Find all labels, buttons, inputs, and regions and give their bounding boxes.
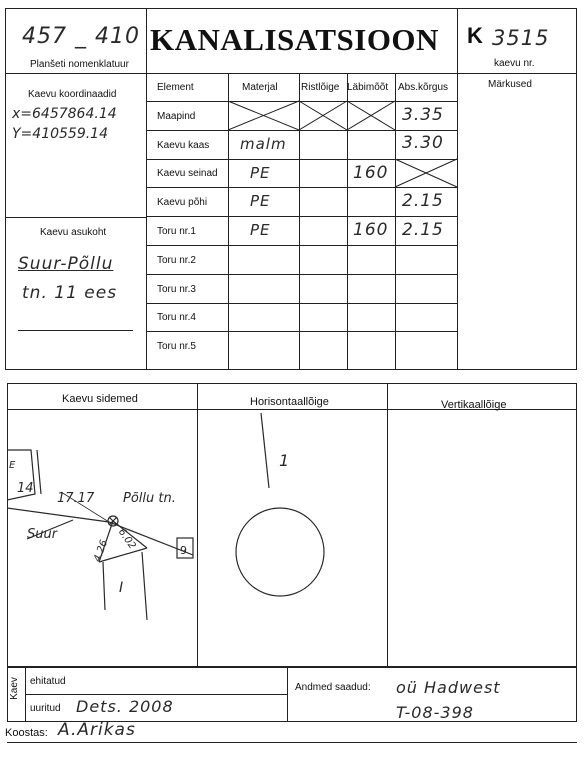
- row-element: Toru nr.1: [157, 226, 196, 237]
- built-label: ehitatud: [30, 676, 66, 687]
- col-header-element: Element: [157, 82, 194, 93]
- location-line2: tn. 11 ees: [22, 283, 118, 303]
- row-element: Toru nr.3: [157, 284, 196, 295]
- compiled-label: Koostas:: [5, 727, 48, 739]
- kaev-label: Kaev: [8, 677, 20, 700]
- col-header-notes: Märkused: [488, 79, 532, 90]
- coordinate-x: x=6457864.14: [12, 106, 117, 122]
- sketch-text-suur: Suur: [27, 527, 58, 542]
- row-height: 3.35: [402, 105, 444, 125]
- location-line1: Suur-Põllu: [18, 254, 114, 274]
- row-material: PE: [250, 164, 271, 182]
- well-number: 3515: [492, 26, 550, 50]
- page-title: KANALISATSIOON: [150, 22, 439, 57]
- sketch-col3-label: Vertikaallõige: [441, 399, 507, 411]
- data-source-line1: oü Hadwest: [396, 678, 501, 697]
- sketch-col1-label: Kaevu sidemed: [62, 393, 138, 405]
- footer-mid-divider: [287, 667, 288, 722]
- row-diameter: 160: [353, 163, 389, 183]
- col-header-diameter: Läbimõõt: [347, 82, 389, 93]
- compiled-value: A.Arikas: [58, 720, 136, 740]
- horizontal-section-sketch: [197, 410, 387, 666]
- row-height: 2.15: [402, 220, 444, 240]
- sketch-divider-2: [387, 383, 388, 667]
- sketch-text-17-17: 17.17: [57, 491, 95, 506]
- col-header-cross-section: Ristlõige: [301, 82, 340, 93]
- well-number-label: kaevu nr.: [494, 58, 535, 69]
- row-element: Toru nr.5: [157, 341, 196, 352]
- row-element: Toru nr.4: [157, 312, 196, 323]
- row-element: Toru nr.2: [157, 255, 196, 266]
- sketch-text-4-26: 4.26: [92, 538, 111, 564]
- row-element: Maapind: [157, 111, 196, 122]
- sketch-text-e: E: [9, 460, 16, 471]
- row-height: 2.15: [402, 191, 444, 211]
- horizontal-pipe-mark: 1: [279, 451, 290, 470]
- data-source-label: Andmed saadud:: [295, 682, 371, 693]
- footer-row-divider: [25, 694, 287, 695]
- row-element: Kaevu põhi: [157, 197, 208, 208]
- col-header-height: Abs.kõrgus: [398, 82, 449, 93]
- surveyed-value: Dets. 2008: [76, 697, 174, 716]
- sketch-col2-label: Horisontaallõige: [250, 396, 329, 408]
- sketch-text-14: 14: [17, 481, 34, 496]
- row-element: Kaevu kaas: [157, 140, 210, 151]
- location-label: Kaevu asukoht: [40, 227, 107, 238]
- row-material: malm: [240, 135, 287, 153]
- row-diameter: 160: [353, 220, 389, 240]
- surveyed-label: uuritud: [30, 703, 61, 714]
- well-prefix: K: [467, 23, 483, 48]
- row-height: 3.30: [402, 133, 444, 153]
- sketch-text-roman-1: I: [119, 580, 124, 596]
- col-header-material: Materjal: [242, 82, 278, 93]
- coordinate-y: Y=410559.14: [12, 126, 108, 142]
- row-material: PE: [250, 192, 271, 210]
- cell-crossed-marks: [0, 0, 584, 370]
- data-source-line2: T-08-398: [396, 703, 474, 722]
- sketch-text-9: 9: [180, 544, 187, 557]
- row-material: PE: [250, 221, 271, 239]
- sketch-text-street: Põllu tn.: [123, 491, 176, 506]
- sheet-nomenclature-value: 457 _ 410: [22, 24, 140, 49]
- connections-sketch: [7, 410, 197, 666]
- compiled-underline: [7, 742, 577, 743]
- row-element: Kaevu seinad: [157, 168, 218, 179]
- sheet-nomenclature-label: Planšeti nomenklatuur: [30, 59, 129, 70]
- sketch-text-6-02: 6.02: [115, 526, 138, 552]
- coordinates-label: Kaevu koordinaadid: [28, 89, 117, 100]
